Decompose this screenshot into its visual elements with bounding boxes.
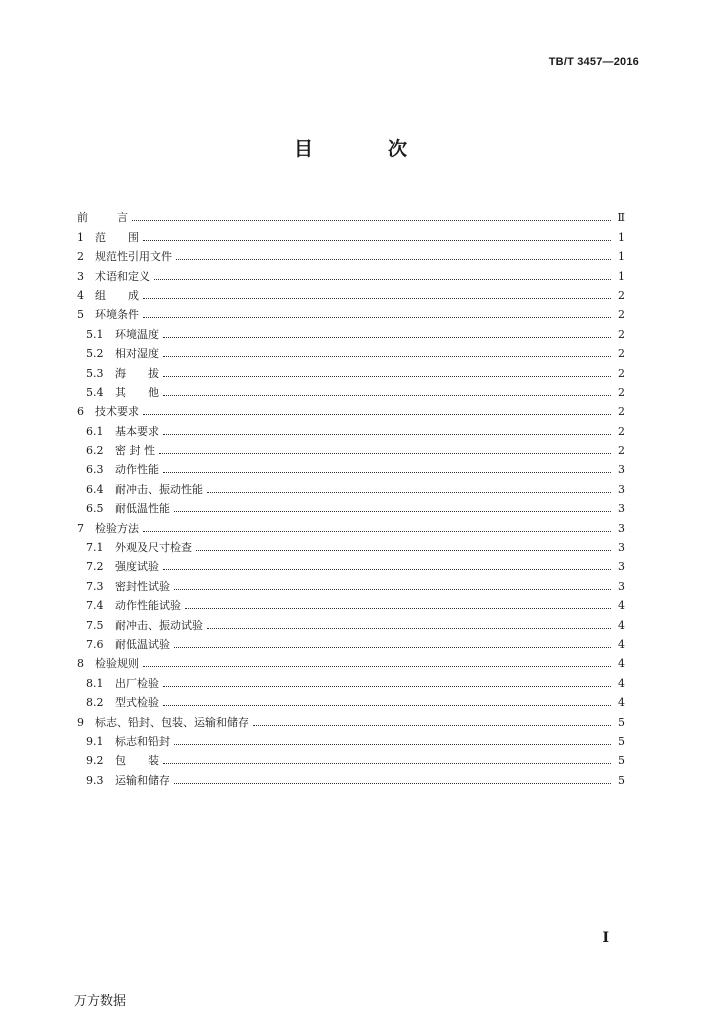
dot-leader — [174, 588, 611, 590]
toc-entry-page: 1 — [618, 269, 625, 283]
toc-entry[interactable] — [77, 224, 625, 243]
toc-entry-page: 4 — [618, 618, 625, 632]
toc-entry-page: 2 — [618, 424, 625, 438]
toc-entry-number: 5.4 — [86, 385, 104, 399]
toc-entry[interactable] — [77, 321, 625, 340]
dot-leader — [143, 297, 611, 299]
toc-entry-label: 组 成 — [95, 288, 139, 302]
dot-leader — [207, 627, 611, 629]
dot-leader — [143, 413, 611, 415]
dot-leader — [143, 530, 611, 532]
dot-leader — [163, 568, 611, 570]
dot-leader — [163, 394, 611, 396]
toc-entry-number: 6.1 — [86, 424, 104, 438]
dot-leader — [163, 355, 611, 357]
dot-leader — [163, 685, 611, 687]
toc-entry-label: 检验规则 — [95, 657, 139, 671]
dot-leader — [163, 336, 611, 338]
toc-entry[interactable] — [77, 748, 625, 767]
toc-entry[interactable] — [77, 438, 625, 457]
toc-entry-page: 3 — [618, 521, 625, 535]
toc-entry-number: 6 — [77, 405, 84, 419]
toc-entry-label: 耐冲击、振动试验 — [115, 618, 203, 632]
page-number: I — [602, 930, 609, 946]
toc-entry-page: 2 — [618, 366, 625, 380]
toc-entry-number: 5 — [77, 308, 84, 322]
toc-entry-number: 7 — [77, 521, 84, 535]
toc-entry-number: 9.2 — [86, 754, 104, 768]
dot-leader — [143, 316, 611, 318]
toc-entry-page: 3 — [618, 463, 625, 477]
toc-entry-label: 术语和定义 — [95, 269, 150, 283]
toc-entry-page: 3 — [618, 560, 625, 574]
toc-entry[interactable] — [77, 612, 625, 631]
toc-entry-label: 出厂检验 — [115, 676, 159, 690]
toc-entry-page: Ⅱ — [617, 211, 625, 225]
toc-entry-page: 2 — [618, 347, 625, 361]
dot-leader — [163, 704, 611, 706]
toc-entry-page: 3 — [618, 579, 625, 593]
toc-entry-number: 8 — [77, 657, 84, 671]
toc-entry[interactable] — [77, 360, 625, 379]
toc-entry-number: 3 — [77, 269, 84, 283]
toc-entry-number: 7.4 — [86, 599, 104, 613]
toc-entry-number: 9.1 — [86, 734, 104, 748]
table-of-contents — [77, 205, 625, 787]
toc-entry[interactable] — [77, 283, 625, 302]
toc-entry-label: 耐低温性能 — [115, 502, 170, 516]
toc-entry-page: 2 — [618, 385, 625, 399]
toc-entry-page: 4 — [618, 696, 625, 710]
dot-leader — [154, 278, 611, 280]
toc-entry-number: 7.6 — [86, 637, 104, 651]
toc-entry-label: 其 他 — [115, 385, 159, 399]
toc-entry[interactable] — [77, 476, 625, 495]
toc-entry-label: 包 装 — [115, 754, 159, 768]
toc-entry-label: 密 封 性 — [115, 444, 155, 458]
toc-entry-label: 密封性试验 — [115, 579, 170, 593]
dot-leader — [185, 607, 611, 609]
toc-entry[interactable] — [77, 263, 625, 282]
toc-entry-page: 2 — [618, 327, 625, 341]
toc-entry-page: 1 — [618, 230, 625, 244]
toc-entry[interactable] — [77, 593, 625, 612]
toc-entry-page: 5 — [618, 715, 625, 729]
toc-entry-number: 5.3 — [86, 366, 104, 380]
toc-entry-number: 7.1 — [86, 541, 104, 555]
toc-entry-page: 2 — [618, 444, 625, 458]
dot-leader — [159, 452, 611, 454]
dot-leader — [196, 549, 611, 551]
toc-entry-number: 7.5 — [86, 618, 104, 632]
toc-entry-page: 2 — [618, 405, 625, 419]
dot-leader — [174, 646, 611, 648]
dot-leader — [253, 724, 611, 726]
dot-leader — [143, 239, 611, 241]
dot-leader — [143, 665, 611, 667]
toc-entry-number: 6.5 — [86, 502, 104, 516]
toc-entry[interactable] — [77, 651, 625, 670]
toc-entry-number: 4 — [77, 288, 84, 302]
toc-entry-number: 8.2 — [86, 696, 104, 710]
standard-code: TB/T 3457—2016 — [548, 56, 639, 68]
toc-entry-label: 动作性能试验 — [115, 599, 181, 613]
toc-entry[interactable] — [77, 244, 625, 263]
toc-entry-label: 耐低温试验 — [115, 637, 170, 651]
toc-entry-label: 技术要求 — [95, 405, 139, 419]
toc-entry-number: 前 — [77, 211, 88, 225]
toc-entry-label: 海 拔 — [115, 366, 159, 380]
toc-entry-number: 6.4 — [86, 482, 104, 496]
toc-entry-label: 基本要求 — [115, 424, 159, 438]
toc-entry-page: 5 — [618, 754, 625, 768]
dot-leader — [163, 375, 611, 377]
toc-entry-number: 5.1 — [86, 327, 104, 341]
toc-entry-page: 3 — [618, 541, 625, 555]
toc-entry-page: 1 — [618, 250, 625, 264]
toc-entry-label: 耐冲击、振动性能 — [115, 482, 203, 496]
dot-leader — [163, 471, 611, 473]
toc-entry-number: 9.3 — [86, 773, 104, 787]
toc-entry[interactable] — [77, 670, 625, 689]
dot-leader — [176, 258, 611, 260]
toc-entry-page: 2 — [618, 308, 625, 322]
toc-entry-label: 规范性引用文件 — [95, 250, 172, 264]
toc-entry-number: 6.2 — [86, 444, 104, 458]
toc-entry-page: 2 — [618, 288, 625, 302]
toc-entry-page: 5 — [618, 773, 625, 787]
toc-entry[interactable] — [77, 573, 625, 592]
toc-entry[interactable] — [77, 554, 625, 573]
toc-entry-number: 7.3 — [86, 579, 104, 593]
toc-entry[interactable] — [77, 341, 625, 360]
toc-entry-number: 7.2 — [86, 560, 104, 574]
toc-entry-label: 运输和储存 — [115, 773, 170, 787]
dot-leader — [174, 510, 611, 512]
page-title: 目 次 — [293, 138, 435, 160]
toc-entry[interactable] — [77, 457, 625, 476]
toc-entry-number: 9 — [77, 715, 84, 729]
toc-entry-number: 6.3 — [86, 463, 104, 477]
toc-entry[interactable] — [77, 418, 625, 437]
toc-entry-page: 3 — [618, 482, 625, 496]
toc-entry-page: 4 — [618, 637, 625, 651]
watermark-text: 万方数据 — [74, 994, 127, 1009]
dot-leader — [207, 491, 611, 493]
toc-entry-label: 检验方法 — [95, 521, 139, 535]
toc-entry-label: 标志和铅封 — [115, 734, 170, 748]
toc-entry-number: 8.1 — [86, 676, 104, 690]
toc-entry-label: 相对湿度 — [115, 347, 159, 361]
dot-leader — [132, 219, 611, 221]
toc-entry[interactable] — [77, 380, 625, 399]
toc-entry[interactable] — [77, 767, 625, 786]
toc-entry-label: 言 — [95, 211, 128, 225]
toc-entry-label: 标志、铅封、包装、运输和储存 — [95, 715, 249, 729]
toc-entry-number: 2 — [77, 250, 84, 264]
toc-entry-page: 4 — [618, 676, 625, 690]
toc-entry[interactable] — [77, 709, 625, 728]
toc-entry[interactable] — [77, 515, 625, 534]
dot-leader — [163, 433, 611, 435]
toc-entry[interactable] — [77, 496, 625, 515]
toc-entry-label: 环境条件 — [95, 308, 139, 322]
toc-entry-label: 外观及尺寸检查 — [115, 541, 192, 555]
toc-entry-page: 4 — [618, 657, 625, 671]
toc-entry-label: 范 围 — [95, 230, 139, 244]
toc-entry-page: 5 — [618, 734, 625, 748]
toc-entry-number: 5.2 — [86, 347, 104, 361]
toc-entry[interactable] — [77, 535, 625, 554]
toc-entry[interactable] — [77, 302, 625, 321]
toc-entry-page: 4 — [618, 599, 625, 613]
dot-leader — [163, 762, 611, 764]
toc-entry-label: 强度试验 — [115, 560, 159, 574]
toc-entry-page: 3 — [618, 502, 625, 516]
toc-entry-label: 型式检验 — [115, 696, 159, 710]
toc-entry-label: 环境温度 — [115, 327, 159, 341]
toc-entry-label: 动作性能 — [115, 463, 159, 477]
toc-entry[interactable] — [77, 399, 625, 418]
dot-leader — [174, 782, 611, 784]
dot-leader — [174, 743, 611, 745]
toc-entry[interactable] — [77, 632, 625, 651]
toc-entry[interactable] — [77, 205, 625, 224]
toc-entry[interactable] — [77, 690, 625, 709]
toc-entry[interactable] — [77, 729, 625, 748]
toc-entry-number: 1 — [77, 230, 84, 244]
